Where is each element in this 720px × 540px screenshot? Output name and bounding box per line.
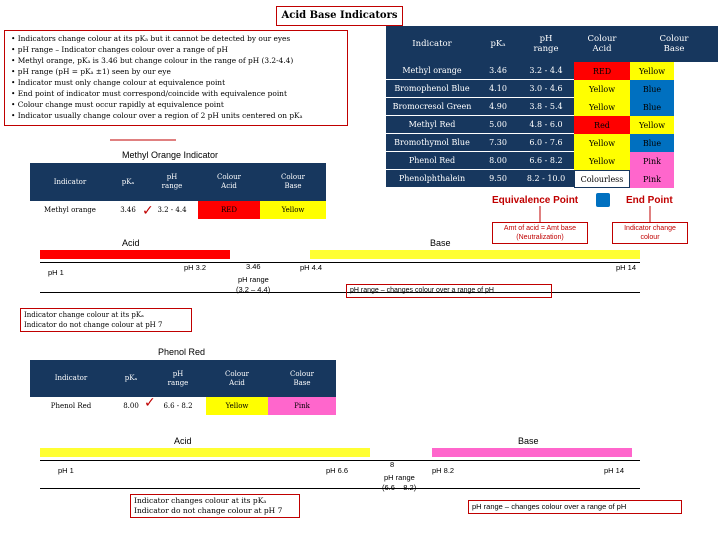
- pr-cell-acid: Yellow: [206, 397, 268, 415]
- pr-ph-range-values: (6.6 – 8.2): [382, 483, 417, 492]
- checkmark-icon: ✓: [144, 395, 156, 411]
- mo-ph-axis: [40, 262, 640, 263]
- table-cell-pka: 5.00: [478, 116, 518, 134]
- checkmark-icon: ✓: [142, 203, 154, 219]
- pr-header-colour-base: Colour Base: [268, 360, 336, 397]
- pr-cell-indicator: Phenol Red: [30, 397, 112, 415]
- note-line: • pH range – Indicator changes colour over a range of pH: [11, 45, 228, 54]
- mo-ph32: pH 3.2: [184, 263, 207, 272]
- table-cell-range: 6.6 - 8.2: [518, 152, 574, 170]
- header-pka: pKₐ: [478, 26, 518, 62]
- phenol-red-title: Phenol Red: [158, 347, 206, 357]
- mo-ph-range-label: pH range: [238, 275, 269, 284]
- table-cell-pka: 3.46: [478, 62, 518, 80]
- mo-header-indicator: Indicator: [30, 163, 110, 201]
- pr-range-note: pH range – changes colour over a range of pH: [468, 500, 682, 514]
- table-cell-colour-base: Blue: [630, 80, 674, 98]
- note-line: • Indicator must only change colour at equivalence point: [11, 78, 226, 87]
- mo-note-line2: Indicator do not change colour at pH 7: [24, 321, 163, 329]
- note-line: • Colour change must occur rapidly at equivalence point: [11, 100, 224, 109]
- note-line: • Methyl orange, pKₐ is 3.46 but change colour in the range of pH (3.2-4.4): [11, 56, 294, 65]
- pr-base-bar: [432, 448, 632, 457]
- pr-ph-axis: [40, 460, 640, 461]
- pr-note-line2: Indicator do not change colour at pH 7: [134, 506, 283, 515]
- table-cell-colour-acid: Yellow: [574, 134, 630, 152]
- table-cell-pka: 4.90: [478, 98, 518, 116]
- pr-ph14: pH 14: [604, 466, 625, 475]
- pr-header-pka: pKₐ: [112, 360, 150, 397]
- header-colour-acid: Colour Acid: [574, 26, 630, 62]
- pr-acid-label: Acid: [174, 436, 192, 446]
- table-cell-colour-base: Yellow: [630, 116, 674, 134]
- mo-cell-pka: 3.46: [110, 201, 146, 219]
- table-cell-pka: 8.00: [478, 152, 518, 170]
- mo-note-line1: Indicator change colour at its pKₐ: [24, 311, 144, 319]
- table-cell-indicator: Bromothymol Blue: [386, 134, 478, 152]
- mo-header-colour-acid: Colour Acid: [198, 163, 260, 201]
- mo-acid-label: Acid: [122, 238, 140, 248]
- pr-header-ph-range: pH range: [150, 360, 206, 397]
- mo-range-note: pH range – changes colour over a range of pH: [346, 284, 552, 298]
- table-cell-colour-base: Pink: [630, 170, 674, 188]
- pr-base-label: Base: [518, 436, 539, 446]
- pr-header-indicator: Indicator: [30, 360, 112, 397]
- table-cell-pka: 9.50: [478, 170, 518, 188]
- table-cell-indicator: Methyl Red: [386, 116, 478, 134]
- mo-ph1: pH 1: [48, 268, 64, 277]
- table-cell-colour-base: Pink: [630, 152, 674, 170]
- table-cell-indicator: Methyl orange: [386, 62, 478, 80]
- pr-ph82: pH 8.2: [432, 466, 455, 475]
- table-cell-range: 3.2 - 4.4: [518, 62, 574, 80]
- header-indicator: Indicator: [386, 26, 478, 62]
- pr-ph-axis-lower: [40, 488, 640, 489]
- equivalence-note: Amt of acid = Amt base (Neutralization): [492, 222, 588, 244]
- pr-cell-base: Pink: [268, 397, 336, 415]
- table-cell-indicator: Phenol Red: [386, 152, 478, 170]
- table-cell-colour-acid: Colourless: [574, 170, 630, 188]
- table-cell-colour-acid: RED: [574, 62, 630, 80]
- table-cell-colour-acid: Yellow: [574, 98, 630, 116]
- methyl-orange-title: Methyl Orange Indicator: [122, 150, 219, 160]
- pr-note-line1: Indicator changes colour at its pKₐ: [134, 496, 267, 505]
- table-cell-colour-base: Blue: [630, 98, 674, 116]
- mo-cell-base: Yellow: [260, 201, 326, 219]
- table-cell-colour-base: Blue: [630, 134, 674, 152]
- table-cell-pka: 4.10: [478, 80, 518, 98]
- table-cell-indicator: Phenolphthalein: [386, 170, 478, 188]
- pr-ph8: 8: [390, 460, 395, 469]
- note-line: • Indicator usually change colour over a region of 2 pH units centered on pKₐ: [11, 111, 303, 120]
- end-point-note: Indicator change colour: [612, 222, 688, 244]
- equivalence-point-label: Equivalence Point: [492, 195, 579, 206]
- end-point-label: End Point: [626, 195, 673, 206]
- mo-header-ph-range: pH range: [146, 163, 198, 201]
- table-cell-colour-acid: Yellow: [574, 152, 630, 170]
- pr-cell-pka: 8.00: [112, 397, 150, 415]
- note-line: • pH range (pH = pKₐ ±1) seen by our eye: [11, 67, 171, 76]
- mo-ph-range-values: (3.2 – 4.4): [236, 285, 271, 294]
- mo-base-bar: [310, 250, 640, 259]
- table-cell-range: 3.8 - 5.4: [518, 98, 574, 116]
- header-ph-range: pH range: [518, 26, 574, 62]
- pr-ph1: pH 1: [58, 466, 74, 475]
- mo-note-box: [20, 308, 192, 332]
- table-cell-range: 4.8 - 6.0: [518, 116, 574, 134]
- table-cell-pka: 7.30: [478, 134, 518, 152]
- mo-ph44: pH 4.4: [300, 263, 323, 272]
- mo-cell-indicator: Methyl orange: [30, 201, 110, 219]
- pr-note-box: [130, 494, 300, 518]
- table-cell-colour-acid: Red: [574, 116, 630, 134]
- table-cell-range: 3.0 - 4.6: [518, 80, 574, 98]
- pr-cell-range: 6.6 - 8.2: [150, 397, 206, 415]
- pr-header-colour-acid: Colour Acid: [206, 360, 268, 397]
- phenol-red-table: [30, 360, 336, 415]
- table-cell-colour-acid: Yellow: [574, 80, 630, 98]
- mo-cell-acid: RED: [198, 201, 260, 219]
- mo-header-colour-base: Colour Base: [260, 163, 326, 201]
- mo-acid-bar: [40, 250, 230, 259]
- mo-ph14: pH 14: [616, 263, 637, 272]
- table-cell-range: 6.0 - 7.6: [518, 134, 574, 152]
- pr-ph66: pH 6.6: [326, 466, 349, 475]
- page-title: Acid Base Indicators: [276, 6, 403, 26]
- table-cell-indicator: Bromocresol Green: [386, 98, 478, 116]
- table-cell-indicator: Bromophenol Blue: [386, 80, 478, 98]
- mo-ph346: 3.46: [246, 262, 261, 271]
- table-cell-range: 8.2 - 10.0: [518, 170, 574, 188]
- methyl-orange-table: [30, 163, 326, 219]
- note-line: • Indicators change colour at its pKₐ but it cannot be detected by our eyes: [11, 34, 291, 43]
- mo-cell-range: 3.2 - 4.4: [146, 201, 198, 219]
- mo-header-pka: pKₐ: [110, 163, 146, 201]
- mo-base-label: Base: [430, 238, 451, 248]
- pr-acid-bar: [40, 448, 370, 457]
- pr-ph-range-label: pH range: [384, 473, 415, 482]
- table-cell-colour-base: Yellow: [630, 62, 674, 80]
- header-colour-base: Colour Base: [630, 26, 718, 62]
- note-line: • End point of indicator must correspond/coincide with equivalence point: [11, 89, 287, 98]
